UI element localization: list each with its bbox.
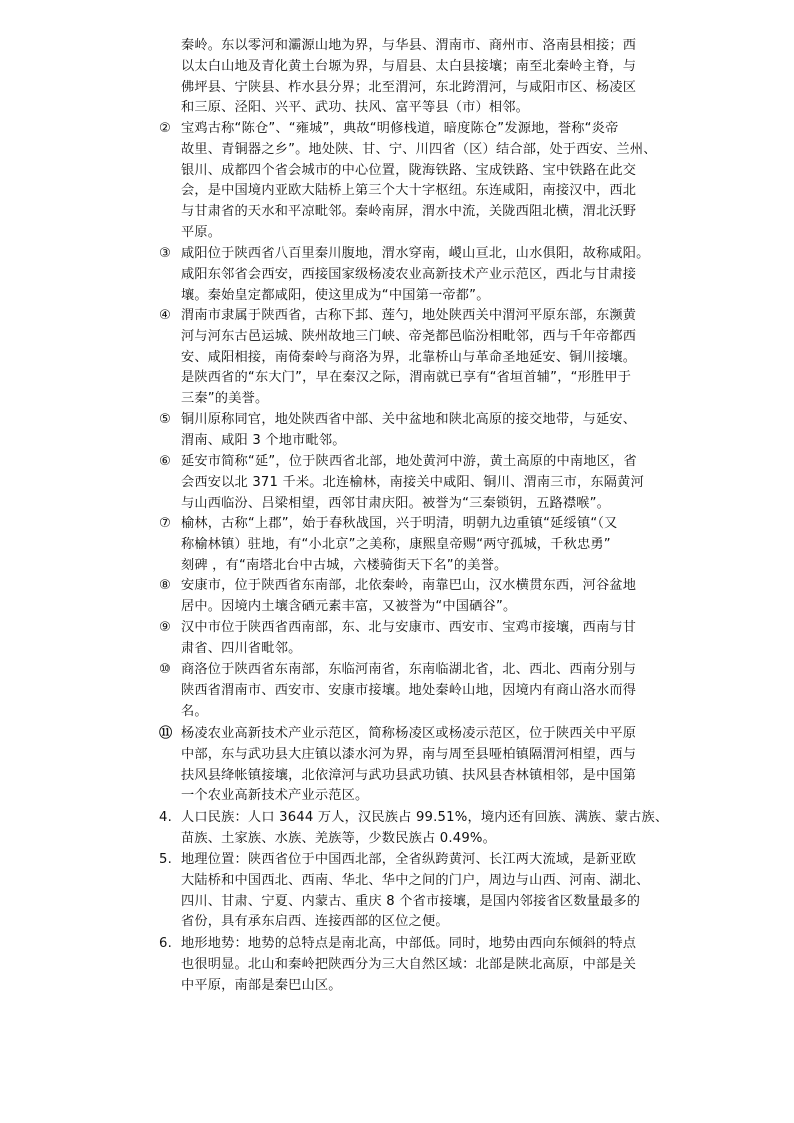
text-line: 名。 — [181, 703, 208, 719]
text-line: 三秦”的美誉。 — [181, 391, 269, 407]
list-item-number: ③ — [159, 246, 172, 261]
text-line: 壤。秦始皇定都咸阳，使这里成为“中国第一帝都”。 — [181, 287, 490, 303]
text-line: 刻碑 ，有“南塔北台中古城，六楼骑街天下名”的美誉。 — [181, 557, 508, 573]
text-line: 居中。因境内土壤含硒元素丰富，又被誉为“中国硒谷”。 — [181, 598, 517, 614]
list-item-yulin — [159, 514, 689, 576]
text-line: 咸阳位于陕西省八百里秦川腹地，渭水穿南，嵕山亘北，山水俱阳，故称咸阳。 — [181, 246, 650, 261]
text-line: 会西安以北 371 千米。北连榆林，南接关中咸阳、铜川、渭南三市，东隔黄河 — [181, 474, 644, 490]
text-line: 一个农业高新技术产业示范区。 — [181, 788, 369, 804]
list-item-number: ④ — [159, 308, 172, 323]
text-line: 称榆林镇）驻地，有“小北京”之美称，康熙皇帝赐“两守孤城，千秋忠勇” — [181, 536, 611, 552]
list-item-number: 5. — [159, 852, 172, 867]
text-line: 安康市，位于陕西省东南部，北依秦岭，南靠巴山，汉水横贯东西，河谷盆地 — [181, 578, 637, 593]
list-item-number: 4. — [159, 810, 172, 825]
list-item-baoji — [159, 119, 689, 244]
list-item-yangling — [159, 724, 689, 807]
list-item-number: ⑥ — [159, 454, 172, 469]
text-line: 故里、青铜器之乡”。地处陕、甘、宁、川四省（区）结合部，处于西安、兰州、 — [181, 141, 657, 157]
text-line: 会，是中国境内亚欧大陆桥上第三个大十字枢纽。东连咸阳，南接汉中，西北 — [181, 183, 637, 199]
text-line: 银川、成都四个省会城市的中心位置，陇海铁路、宝成铁路、宝中铁路在此交 — [181, 162, 637, 178]
list-item-number: ⑧ — [159, 578, 172, 593]
text-line: 咸阳东邻省会西安，西接国家级杨凌农业高新技术产业示范区，西北与甘肃接 — [181, 266, 637, 282]
list-item-tongchuan — [159, 410, 689, 452]
list-item-xianyang — [159, 244, 689, 306]
text-line: 肃省、四川省毗邻。 — [181, 640, 302, 656]
list-item-population — [159, 808, 689, 850]
list-item-yanan — [159, 452, 689, 514]
text-line: 省份，具有承东启西、连接西部的区位之便。 — [181, 914, 449, 930]
list-item-hanzhong — [159, 618, 689, 660]
text-line: 河与河东古邑运城、陕州故地三门峡、帝尧都邑临汾相毗邻，西与千年帝都西 — [181, 328, 637, 344]
text-line: 汉中市位于陕西省西南部，东、北与安康市、西安市、宝鸡市接壤，西南与甘 — [181, 620, 637, 635]
text-line: 商洛位于陕西省东南部，东临河南省，东南临湖北省，北、西北、西南分别与 — [181, 662, 637, 677]
text-line: 扶风县绛帐镇接壤，北依漳河与武功县武功镇、扶风县杏林镇相邻，是中国第 — [181, 767, 637, 783]
list-item-number: ⑨ — [159, 620, 172, 635]
text-line: 榆林，古称“上郡”，始于春秋战国，兴于明清，明朝九边重镇“延绥镇“（又 — [181, 516, 618, 531]
text-line: 中平原，南部是秦巴山区。 — [181, 977, 342, 993]
text-line: 四川、甘肃、宁夏、内蒙古、重庆 8 个省市接壤，是国内邻接省区数量最多的 — [181, 893, 641, 909]
list-item-number: ⑦ — [159, 516, 172, 531]
text-line: 杨凌农业高新技术产业示范区，简称杨凌区或杨凌示范区，位于陕西关中平原 — [181, 726, 637, 741]
text-line: 渭南市隶属于陕西省，古称下邽、莲勺，地处陕西关中渭河平原东部，东濒黄 — [181, 308, 637, 323]
list-item-weinan — [159, 306, 689, 410]
list-item-number: 6. — [159, 936, 172, 951]
list-item-number: ② — [159, 121, 172, 136]
text-line: 地理位置：陕西省位于中国西北部，全省纵跨黄河、长江两大流域，是新亚欧 — [181, 852, 637, 867]
text-line: 延安市简称“延”，位于陕西省北部，地处黄河中游，黄土高原的中南地区，省 — [181, 454, 637, 469]
text-line: 与甘肃省的天水和平凉毗邻。秦岭南屏，渭水中流，关陇西阻北横，渭北沃野 — [181, 204, 637, 220]
text-line: 大陆桥和中国西北、西南、华北、华中之间的门户，周边与山西、河南、湖北、 — [181, 872, 650, 888]
list-item-number: ⑩ — [159, 662, 172, 677]
text-line: 苗族、土家族、水族、羌族等，少数民族占 0.49%。 — [181, 830, 497, 846]
intro-paragraph — [181, 36, 681, 119]
text-line: 与山西临汾、吕梁相望，西邻甘肃庆阳。被誉为“三秦锁钥，五路襟喉”。 — [181, 495, 611, 511]
text-line: 地形地势：地势的总特点是南北高，中部低。同时，地势由西向东倾斜的特点 — [181, 936, 637, 951]
text-line: 陕西省渭南市、西安市、安康市接壤。地处秦岭山地，因境内有商山洛水而得 — [181, 682, 637, 698]
list-item-shangluo — [159, 660, 689, 722]
list-item-location — [159, 850, 689, 933]
text-line: 和三原、泾阳、兴平、武功、扶风、富平等县（市）相邻。 — [181, 100, 530, 116]
text-line: 以太白山地及青化黄土台塬为界，与眉县、太白县接壤；南至北秦岭主脊，与 — [181, 58, 637, 74]
text-line: 中部，东与武功县大庄镇以漆水河为界，南与周至县哑柏镇隔渭河相望，西与 — [181, 746, 637, 762]
list-item-number: ⑤ — [159, 412, 172, 427]
text-line: 铜川原称同官，地处陕西省中部、关中盆地和陕北高原的接交地带，与延安、 — [181, 412, 637, 427]
list-item-terrain — [159, 934, 689, 996]
text-line: 宝鸡古称“陈仓”、“雍城”，典故“明修栈道，暗度陈仓”发源地，誉称“炎帝 — [181, 121, 619, 136]
text-line: 渭南、咸阳 3 个地市毗邻。 — [181, 432, 346, 448]
text-line: 佛坪县、宁陕县、柞水县分界；北至渭河，东北跨渭河，与咸阳市区、杨凌区 — [181, 79, 637, 95]
text-line: 也很明显。北山和秦岭把陕西分为三大自然区域：北部是陕北高原，中部是关 — [181, 956, 637, 972]
list-item-number: ⑪ — [159, 726, 173, 741]
list-item-ankang — [159, 576, 689, 618]
text-line: 人口民族：人口 3644 万人，汉民族占 99.51%，境内还有回族、满族、蒙古族、 — [181, 810, 669, 825]
text-line: 秦岭。东以零河和灞源山地为界，与华县、渭南市、商州市、洛南县相接；西 — [181, 38, 637, 53]
text-line: 安、咸阳相接，南倚秦岭与商洛为界，北靠桥山与革命圣地延安、铜川接壤。 — [181, 349, 637, 365]
text-line: 平原。 — [181, 224, 222, 240]
text-line: 是陕西省的“东大门”，早在秦汉之际，渭南就已享有“省垣首辅”，“形胜甲于 — [181, 370, 632, 386]
